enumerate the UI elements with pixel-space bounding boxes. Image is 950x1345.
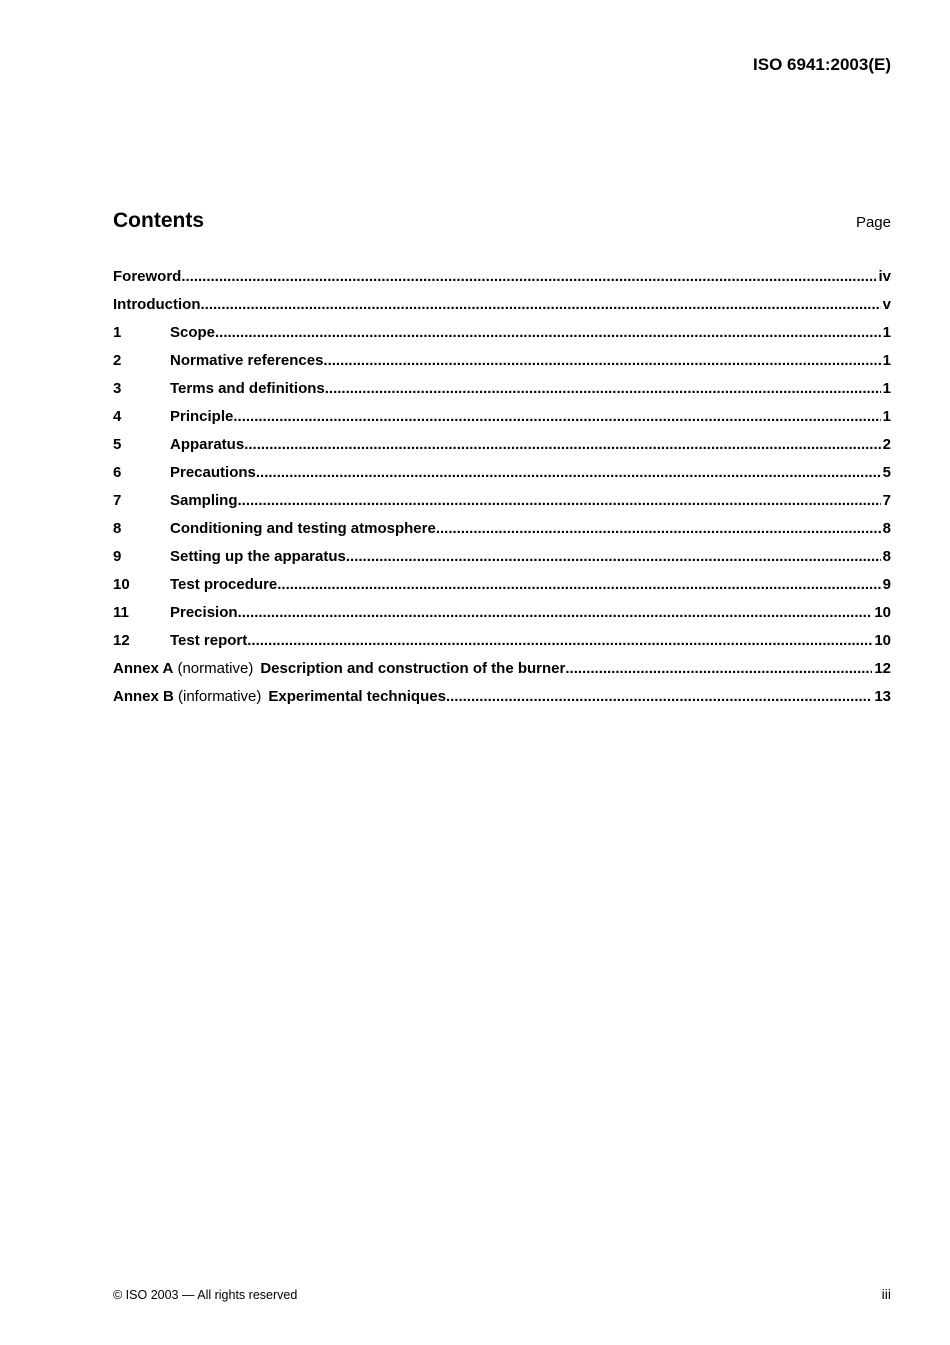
toc-entry-title: Terms and definitions: [170, 380, 325, 397]
toc-entry-sampling[interactable]: [113, 492, 891, 520]
page-column-label: Page: [855, 214, 891, 231]
toc-entry-page: 1: [882, 352, 891, 369]
leader-dots: [233, 408, 880, 425]
toc-entry-title: Sampling: [170, 492, 238, 509]
toc-entry-title: Precision: [170, 604, 238, 621]
contents-header: [113, 209, 891, 233]
toc-entry-title: Scope: [170, 324, 216, 341]
leader-dots: [325, 380, 881, 397]
toc-entry-annex-a[interactable]: [113, 660, 891, 688]
toc-entry-page: 1: [882, 408, 891, 425]
toc-entry-page: 5: [882, 464, 891, 481]
toc-entry-number: 4: [113, 408, 122, 425]
toc-entry-annex-b[interactable]: [113, 688, 891, 716]
toc-entry-test-procedure[interactable]: [113, 576, 891, 604]
toc-entry-precision[interactable]: [113, 604, 891, 632]
leader-dots: [247, 632, 872, 649]
toc-entry-page: 9: [882, 576, 891, 593]
toc-entry-page: 13: [874, 688, 891, 705]
toc-entry-page: 8: [882, 548, 891, 565]
leader-dots: [277, 576, 880, 593]
leader-dots: [215, 324, 881, 341]
toc-entry-number: 9: [113, 548, 122, 565]
toc-entry-conditioning[interactable]: [113, 520, 891, 548]
toc-entry-introduction[interactable]: [113, 296, 891, 324]
toc-entry-title: Conditioning and testing atmosphere: [170, 520, 436, 537]
leader-dots: [238, 492, 881, 509]
toc-entry-title: Foreword: [113, 268, 182, 285]
toc-entry-number: 11: [113, 604, 129, 621]
toc-entry-number: 10: [113, 576, 130, 593]
toc-entry-title: Setting up the apparatus: [170, 548, 346, 565]
toc-entry-page: v: [882, 296, 891, 313]
leader-dots: [346, 548, 881, 565]
leader-dots: [565, 660, 872, 677]
leader-dots: [244, 436, 880, 453]
leader-dots: [323, 352, 880, 369]
toc-entry-title: Principle: [170, 408, 234, 425]
toc-entry-page: 2: [882, 436, 891, 453]
toc-entry-apparatus[interactable]: [113, 436, 891, 464]
toc-entry-page: 1: [882, 380, 891, 397]
leader-dots: [181, 268, 876, 285]
toc-entry-page: 10: [874, 632, 891, 649]
leader-dots: [436, 520, 881, 537]
toc-entry-page: 10: [874, 604, 891, 621]
document-id: ISO 6941:2003(E): [753, 55, 891, 74]
table-of-contents: [113, 268, 891, 716]
toc-entry-page: 7: [882, 492, 891, 509]
toc-entry-scope[interactable]: [113, 324, 891, 352]
toc-entry-number: 7: [113, 492, 122, 509]
toc-entry-title: Test report: [170, 632, 248, 649]
toc-entry-number: 2: [113, 352, 122, 369]
annex-kind: (informative): [178, 688, 262, 705]
toc-entry-page: 12: [874, 660, 891, 677]
toc-entry-principle[interactable]: [113, 408, 891, 436]
toc-entry-precautions[interactable]: [113, 464, 891, 492]
toc-entry-number: 5: [113, 436, 122, 453]
toc-entry-title: Introduction: [113, 296, 201, 313]
toc-entry-title: Precautions: [170, 464, 256, 481]
toc-entry-title: Apparatus: [170, 436, 245, 453]
toc-entry-normative-references[interactable]: [113, 352, 891, 380]
toc-entry-test-report[interactable]: [113, 632, 891, 660]
toc-entry-number: 3: [113, 380, 122, 397]
toc-entry-number: 1: [113, 324, 122, 341]
toc-entry-title: Experimental techniques: [268, 688, 446, 705]
leader-dots: [200, 296, 880, 313]
toc-entry-title: Test procedure: [170, 576, 278, 593]
annex-label: Annex A: [113, 660, 174, 677]
copyright-notice: © ISO 2003 — All rights reserved: [113, 1288, 298, 1302]
toc-entry-setting-up[interactable]: [113, 548, 891, 576]
leader-dots: [238, 604, 873, 621]
annex-label: Annex B: [113, 688, 174, 705]
toc-entry-page: 1: [882, 324, 891, 341]
toc-entry-title: Description and construction of the burner: [260, 660, 566, 677]
leader-dots: [446, 688, 872, 705]
page-number: iii: [881, 1286, 891, 1302]
contents-title: Contents: [113, 209, 204, 232]
toc-entry-title: Normative references: [170, 352, 324, 369]
toc-entry-page: iv: [878, 268, 891, 285]
toc-entry-number: 12: [113, 632, 130, 649]
toc-entry-foreword[interactable]: [113, 268, 891, 296]
toc-entry-page: 8: [882, 520, 891, 537]
annex-kind: (normative): [177, 660, 254, 677]
toc-entry-terms-and-definitions[interactable]: [113, 380, 891, 408]
toc-entry-number: 8: [113, 520, 122, 537]
leader-dots: [256, 464, 881, 481]
toc-entry-number: 6: [113, 464, 122, 481]
